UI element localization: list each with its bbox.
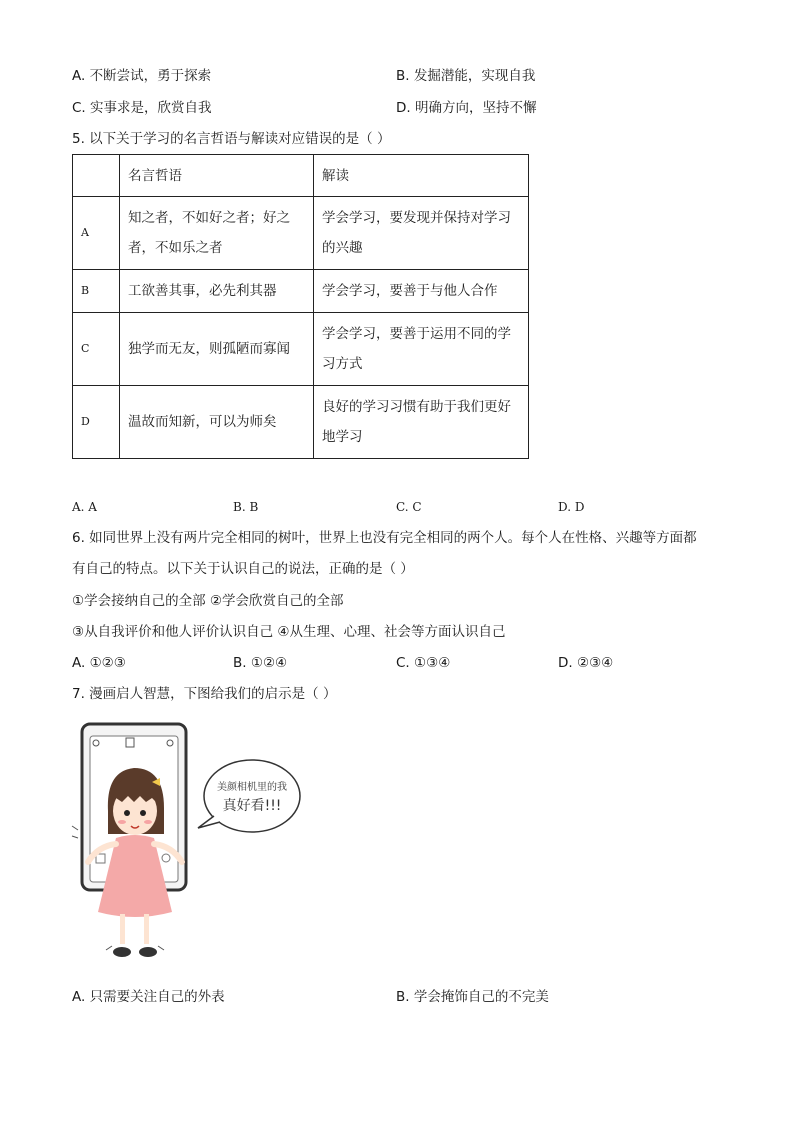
table-row [73, 197, 529, 270]
row-letter: D [73, 386, 120, 459]
quote-cell: 工欲善其事，必先利其器 [120, 270, 314, 313]
meaning-cell [314, 386, 529, 459]
q5-option-c: C. C [396, 500, 422, 514]
q6-stem-line2: 有自己的特点。以下关于认识自己的说法，正确的是（ ） [72, 561, 414, 577]
q7-stem: 7. 漫画启人智慧，下图给我们的启示是（ ） [72, 686, 337, 702]
meaning-cell: 学会学习，要善于与他人合作 [314, 270, 529, 313]
q7-option-a: A. 只需要关注自己的外表 [72, 989, 225, 1005]
q6-option-a: A. ①②③ [72, 655, 126, 671]
meaning-line: 学会学习，要善于运用不同的学 [322, 326, 511, 342]
q4-option-d: D. 明确方向，坚持不懈 [396, 100, 537, 116]
q6-statements-line2: ③从自我评价和他人评价认识自己 ④从生理、心理、社会等方面认识自己 [72, 624, 506, 640]
quote-line: 知之者，不如好之者；好之 [128, 210, 290, 226]
q4-option-b: B. 发掘潜能，实现自我 [396, 68, 536, 84]
quote-cell: 独学而无友，则孤陋而寡闻 [120, 313, 314, 386]
q6-option-d: D. ②③④ [558, 655, 614, 671]
q6-option-c: C. ①③④ [396, 655, 451, 671]
q5-option-b: B. B [233, 500, 259, 514]
q6-stem-line1: 6. 如同世界上没有两片完全相同的树叶，世界上也没有完全相同的两个人。每个人在性格、兴趣等方面都 [72, 530, 697, 546]
q5-option-d: D. D [558, 500, 585, 514]
table-row [73, 270, 529, 313]
row-letter: A [73, 197, 120, 270]
q5-stem: 5. 以下关于学习的名言哲语与解读对应错误的是（ ） [72, 131, 391, 147]
bubble-line2: 真好看!!! [222, 798, 282, 814]
meaning-cell [314, 313, 529, 386]
q5-table [72, 154, 529, 459]
meaning-line: 学会学习，要发现并保持对学习 [322, 210, 511, 226]
quote-cell: 温故而知新，可以为师矣 [120, 386, 314, 459]
bubble-line1: 美颜相机里的我 [217, 782, 287, 793]
meaning-line: 习方式 [322, 356, 363, 372]
table-header-cell: 解读 [314, 155, 529, 197]
q4-option-c: C. 实事求是，欣赏自我 [72, 100, 212, 116]
row-letter: C [73, 313, 120, 386]
meaning-line: 地学习 [322, 429, 363, 445]
q5-option-a: A. A [72, 500, 97, 514]
q6-statements-line1: ①学会接纳自己的全部 ②学会欣赏自己的全部 [72, 593, 344, 609]
cartoon-illustration [68, 716, 308, 972]
row-letter: B [73, 270, 120, 313]
q7-option-b: B. 学会掩饰自己的不完美 [396, 989, 549, 1005]
q6-option-b: B. ①②④ [233, 655, 288, 671]
speech-bubble [198, 760, 300, 832]
meaning-line: 良好的学习习惯有助于我们更好 [322, 399, 511, 415]
table-header-row [73, 155, 529, 197]
quote-cell [120, 197, 314, 270]
table-row [73, 313, 529, 386]
meaning-cell [314, 197, 529, 270]
table-header-cell: 名言哲语 [120, 155, 314, 197]
table-row [73, 386, 529, 459]
q4-option-a: A. 不断尝试，勇于探索 [72, 68, 212, 84]
meaning-line: 的兴趣 [322, 240, 363, 256]
table-header-cell [73, 155, 120, 197]
quote-line: 者，不如乐之者 [128, 240, 223, 256]
